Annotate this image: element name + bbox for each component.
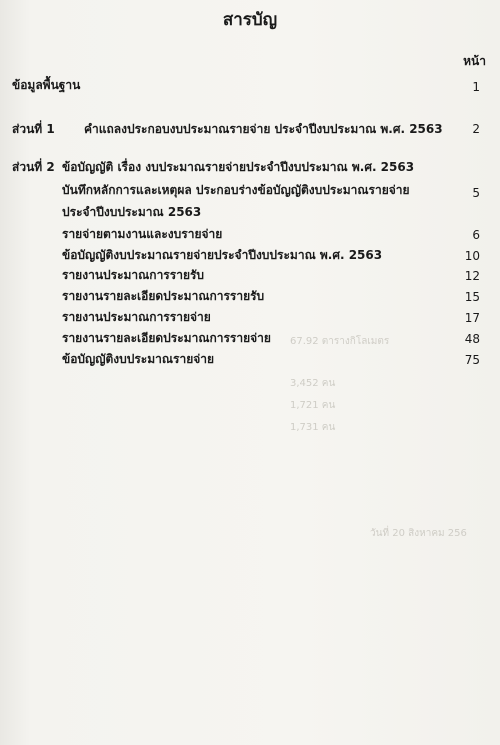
toc-entry: รายงานรายละเอียดประมาณการรายรับ xyxy=(62,289,265,303)
toc-entry: รายงานประมาณการรายจ่าย xyxy=(62,310,211,324)
toc-page-number: 17 xyxy=(464,311,480,325)
bleed-through-text: วันที่ 20 สิงหาคม 256 xyxy=(370,528,467,539)
toc-entry: คำแถลงประกอบงบประมาณรายจ่าย ประจำปีงบประมาณ พ.ศ. 2563 xyxy=(84,122,443,136)
toc-entry: รายจ่ายตามงานและงบรายจ่าย xyxy=(62,227,223,241)
toc-entry: รายงานประมาณการรายรับ xyxy=(62,268,205,282)
toc-page-number: 15 xyxy=(464,290,480,304)
toc-page-number: 5 xyxy=(472,186,480,200)
section-label: ส่วนที่ 1 xyxy=(12,122,55,136)
toc-page-number: 6 xyxy=(472,228,480,242)
bleed-through-text: 1,721 คน xyxy=(290,400,336,411)
toc-entry: บันทึกหลักการและเหตุผล ประกอบร่างข้อบัญญัติงบประมาณรายจ่าย xyxy=(62,183,410,197)
toc-entry-basic-info: ข้อมูลพื้นฐาน xyxy=(12,78,81,92)
toc-page-number: 75 xyxy=(464,353,480,367)
toc-page-number: 12 xyxy=(464,269,480,283)
toc-entry: ข้อบัญญัติ เรื่อง งบประมาณรายจ่ายประจำปีงบประมาณ พ.ศ. 2563 xyxy=(62,160,415,174)
page-column-header: หน้า xyxy=(463,54,486,68)
toc-page-number: 10 xyxy=(464,249,480,263)
toc-entry: ข้อบัญญัติงบประมาณรายจ่าย xyxy=(62,352,215,366)
toc-page-number: 48 xyxy=(464,332,480,346)
toc-entry: ข้อบัญญัติงบประมาณรายจ่ายประจำปีงบประมาณ พ.ศ. 2563 xyxy=(62,248,383,262)
toc-title: สารบัญ xyxy=(222,10,278,30)
toc-page-number: 1 xyxy=(472,80,480,94)
toc-entry: ประจำปีงบประมาณ 2563 xyxy=(62,205,202,219)
bleed-through-text: 3,452 คน xyxy=(290,378,336,389)
toc-entry: รายงานรายละเอียดประมาณการรายจ่าย xyxy=(62,331,271,345)
section-label: ส่วนที่ 2 xyxy=(12,160,55,174)
bleed-through-text: 67.92 ตารางกิโลเมตร xyxy=(290,336,390,347)
bleed-through-text: 1,731 คน xyxy=(290,422,336,433)
toc-page-number: 2 xyxy=(472,122,480,136)
